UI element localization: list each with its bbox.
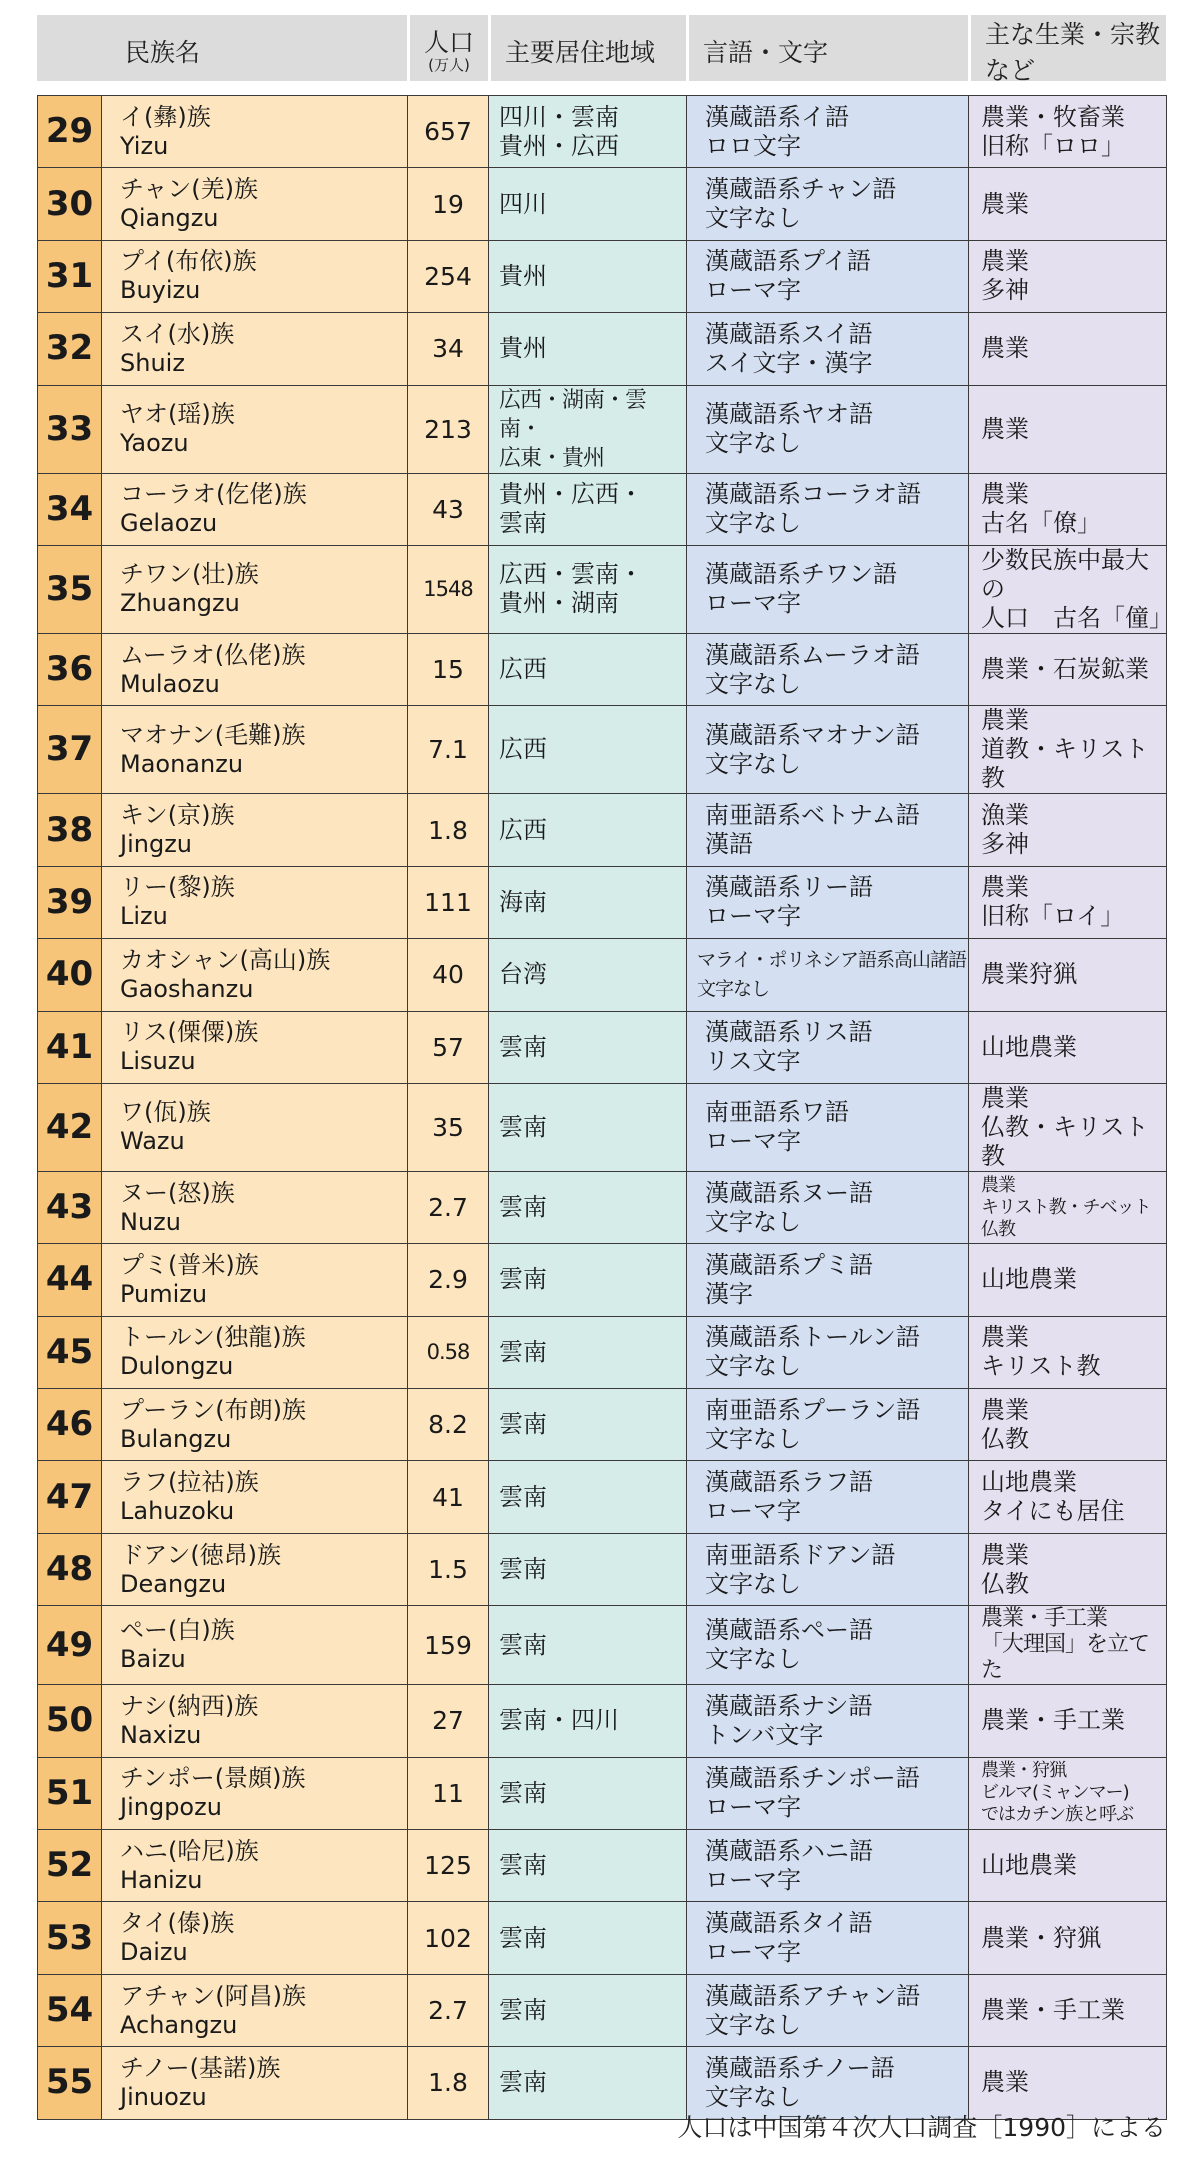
ethnic-name-japanese: アチャン(阿昌)族 bbox=[120, 1981, 307, 2010]
ethnic-name-japanese: リス(傈僳)族 bbox=[120, 1018, 259, 1047]
population-cell: 102 bbox=[408, 1902, 489, 1974]
table-row bbox=[38, 939, 1167, 1011]
row-number: 33 bbox=[38, 385, 102, 473]
ethnic-name-romanized: Lisuzu bbox=[120, 1047, 196, 1076]
table-row bbox=[38, 1316, 1167, 1388]
table-body bbox=[38, 96, 1173, 2120]
header-population bbox=[407, 15, 488, 87]
row-number: 40 bbox=[38, 939, 102, 1011]
language-cell: 漢蔵語系リス語 リス文字 bbox=[687, 1011, 969, 1083]
ethnic-name-romanized: Qiangzu bbox=[120, 204, 219, 233]
ethnic-name-japanese: プイ(布依)族 bbox=[120, 247, 257, 276]
ethnic-name-cell bbox=[102, 706, 408, 794]
table-row bbox=[38, 1685, 1167, 1757]
row-number: 50 bbox=[38, 1685, 102, 1757]
ethnic-name-japanese: ペー(白)族 bbox=[120, 1616, 235, 1645]
ethnic-name-cell bbox=[102, 939, 408, 1011]
ethnic-name-romanized: Maonanzu bbox=[120, 749, 244, 778]
ethnic-name-romanized: Yizu bbox=[120, 131, 169, 160]
region-cell: 雲南 bbox=[489, 1011, 687, 1083]
ethnic-groups-sheet bbox=[37, 15, 1173, 2120]
ethnic-name-cell bbox=[102, 473, 408, 545]
occupation-cell: 山地農業 bbox=[969, 1011, 1167, 1083]
table-row bbox=[38, 1461, 1167, 1533]
ethnic-name-romanized: Gelaozu bbox=[120, 509, 218, 538]
row-number: 31 bbox=[38, 240, 102, 312]
row-number: 45 bbox=[38, 1316, 102, 1388]
population-cell: 11 bbox=[408, 1757, 489, 1829]
table-row bbox=[38, 1757, 1167, 1829]
language-cell: 漢蔵語系トールン語 文字なし bbox=[687, 1316, 969, 1388]
region-cell: 貴州 bbox=[489, 313, 687, 385]
region-cell: 雲南・四川 bbox=[489, 1685, 687, 1757]
language-cell: 漢蔵語系アチャン語 文字なし bbox=[687, 1974, 969, 2046]
ethnic-name-cell bbox=[102, 1830, 408, 1902]
ethnic-name-romanized: Pumizu bbox=[120, 1279, 208, 1308]
population-cell: 41 bbox=[408, 1461, 489, 1533]
region-cell: 広西 bbox=[489, 706, 687, 794]
ethnic-name-cell bbox=[102, 545, 408, 633]
population-cell: 19 bbox=[408, 168, 489, 240]
occupation-cell: 農業 キリスト教・チベット仏教 bbox=[969, 1171, 1167, 1243]
table-row bbox=[38, 385, 1167, 473]
ethnic-name-romanized: Baizu bbox=[120, 1645, 186, 1674]
region-cell: 雲南 bbox=[489, 1461, 687, 1533]
table-row bbox=[38, 706, 1167, 794]
ethnic-name-japanese: ナシ(納西)族 bbox=[120, 1691, 259, 1720]
population-cell: 111 bbox=[408, 866, 489, 938]
ethnic-name-romanized: Nuzu bbox=[120, 1207, 181, 1236]
region-cell: 雲南 bbox=[489, 1244, 687, 1316]
region-cell: 雲南 bbox=[489, 1389, 687, 1461]
table-row bbox=[38, 794, 1167, 866]
ethnic-name-romanized: Naxizu bbox=[120, 1720, 202, 1749]
ethnic-name-romanized: Achangzu bbox=[120, 2010, 238, 2039]
ethnic-name-japanese: ムーラオ(仫佬)族 bbox=[120, 640, 306, 669]
table-row bbox=[38, 473, 1167, 545]
region-cell: 貴州 bbox=[489, 240, 687, 312]
ethnic-name-romanized: Daizu bbox=[120, 1938, 188, 1967]
ethnic-name-japanese: チャン(羌)族 bbox=[120, 175, 259, 204]
population-cell: 213 bbox=[408, 385, 489, 473]
ethnic-name-romanized: Wazu bbox=[120, 1127, 185, 1156]
header-language: 言語・文字 bbox=[686, 15, 968, 87]
ethnic-name-japanese: タイ(傣)族 bbox=[120, 1909, 235, 1938]
table-row bbox=[38, 1902, 1167, 1974]
ethnic-name-cell bbox=[102, 240, 408, 312]
population-cell: 1.5 bbox=[408, 1533, 489, 1605]
table-row bbox=[38, 1011, 1167, 1083]
row-number: 29 bbox=[38, 96, 102, 168]
language-cell: 漢蔵語系スイ語 スイ文字・漢字 bbox=[687, 313, 969, 385]
occupation-cell: 農業・狩猟 ビルマ(ミャンマー) ではカチン族と呼ぶ bbox=[969, 1757, 1167, 1829]
language-cell: 漢蔵語系ヌー語 文字なし bbox=[687, 1171, 969, 1243]
occupation-cell: 農業 多神 bbox=[969, 240, 1167, 312]
language-cell: 漢蔵語系チンポー語 ローマ字 bbox=[687, 1757, 969, 1829]
occupation-cell: 農業 bbox=[969, 385, 1167, 473]
ethnic-name-japanese: ヤオ(瑶)族 bbox=[120, 400, 235, 429]
ethnic-name-cell bbox=[102, 1974, 408, 2046]
region-cell: 広西・雲南・ 貴州・湖南 bbox=[489, 545, 687, 633]
row-number: 42 bbox=[38, 1083, 102, 1171]
row-number: 43 bbox=[38, 1171, 102, 1243]
region-cell: 雲南 bbox=[489, 1902, 687, 1974]
table-row bbox=[38, 633, 1167, 705]
ethnic-name-cell bbox=[102, 1171, 408, 1243]
population-cell: 125 bbox=[408, 1830, 489, 1902]
language-cell: 漢蔵語系ラフ語 ローマ字 bbox=[687, 1461, 969, 1533]
language-cell: 漢蔵語系ハニ語 ローマ字 bbox=[687, 1830, 969, 1902]
row-number: 49 bbox=[38, 1606, 102, 1685]
region-cell: 雲南 bbox=[489, 1171, 687, 1243]
ethnic-name-romanized: Dulongzu bbox=[120, 1352, 234, 1381]
table-row bbox=[38, 866, 1167, 938]
population-cell: 34 bbox=[408, 313, 489, 385]
ethnic-name-romanized: Jingzu bbox=[120, 830, 192, 859]
footnote: 人口は中国第４次人口調査［1990］による bbox=[677, 2113, 1166, 2142]
language-cell: 漢蔵語系コーラオ語 文字なし bbox=[687, 473, 969, 545]
ethnic-name-cell bbox=[102, 1606, 408, 1685]
occupation-cell: 農業・手工業 bbox=[969, 1685, 1167, 1757]
language-cell: 南亜語系プーラン語 文字なし bbox=[687, 1389, 969, 1461]
table-row bbox=[38, 1244, 1167, 1316]
row-number: 39 bbox=[38, 866, 102, 938]
ethnic-name-japanese: チノー(基諾)族 bbox=[120, 2053, 281, 2082]
ethnic-name-japanese: ワ(佤)族 bbox=[120, 1098, 211, 1127]
language-cell: 漢蔵語系ヤオ語 文字なし bbox=[687, 385, 969, 473]
occupation-cell: 農業・手工業 「大理国」を立てた bbox=[969, 1606, 1167, 1685]
region-cell: 広西・湖南・雲南・ 広東・貴州 bbox=[489, 385, 687, 473]
table-row bbox=[38, 96, 1167, 168]
occupation-cell: 農業 仏教・キリスト教 bbox=[969, 1083, 1167, 1171]
ethnic-name-japanese: チンポー(景頗)族 bbox=[120, 1764, 306, 1793]
ethnic-name-japanese: ドアン(徳昂)族 bbox=[120, 1540, 282, 1569]
row-number: 41 bbox=[38, 1011, 102, 1083]
region-cell: 雲南 bbox=[489, 1606, 687, 1685]
ethnic-name-cell bbox=[102, 168, 408, 240]
occupation-cell: 農業 仏教 bbox=[969, 1389, 1167, 1461]
occupation-cell: 少数民族中最大の 人口 古名「僮」 bbox=[969, 545, 1167, 633]
ethnic-name-romanized: Shuiz bbox=[120, 348, 185, 377]
occupation-cell: 農業 bbox=[969, 313, 1167, 385]
row-number: 54 bbox=[38, 1974, 102, 2046]
occupation-cell: 農業 古名「僚」 bbox=[969, 473, 1167, 545]
region-cell: 雲南 bbox=[489, 1830, 687, 1902]
ethnic-name-romanized: Lizu bbox=[120, 902, 168, 931]
ethnic-name-japanese: リー(黎)族 bbox=[120, 873, 235, 902]
header-occupation: 主な生業・宗教など bbox=[968, 15, 1166, 87]
population-cell: 1.8 bbox=[408, 2047, 489, 2119]
table-row bbox=[38, 1083, 1167, 1171]
ethnic-name-japanese: トールン(独龍)族 bbox=[120, 1323, 306, 1352]
ethnic-name-romanized: Lahuzoku bbox=[120, 1497, 235, 1526]
population-cell: 57 bbox=[408, 1011, 489, 1083]
ethnic-name-japanese: カオシャン(高山)族 bbox=[120, 945, 331, 974]
language-cell: 漢蔵語系マオナン語 文字なし bbox=[687, 706, 969, 794]
occupation-cell: 山地農業 bbox=[969, 1830, 1167, 1902]
ethnic-name-japanese: イ(彝)族 bbox=[120, 102, 211, 131]
population-cell: 35 bbox=[408, 1083, 489, 1171]
ethnic-name-cell bbox=[102, 1316, 408, 1388]
occupation-cell: 農業・手工業 bbox=[969, 1974, 1167, 2046]
table-row bbox=[38, 1974, 1167, 2046]
ethnic-name-cell bbox=[102, 313, 408, 385]
population-cell: 7.1 bbox=[408, 706, 489, 794]
population-cell: 1.8 bbox=[408, 794, 489, 866]
row-number: 35 bbox=[38, 545, 102, 633]
region-cell: 四川 bbox=[489, 168, 687, 240]
row-number: 53 bbox=[38, 1902, 102, 1974]
population-cell: 0.58 bbox=[408, 1316, 489, 1388]
region-cell: 雲南 bbox=[489, 1974, 687, 2046]
language-cell: 漢蔵語系チノー語 文字なし bbox=[687, 2047, 969, 2119]
row-number: 37 bbox=[38, 706, 102, 794]
occupation-cell: 農業 bbox=[969, 2047, 1167, 2119]
ethnic-name-cell bbox=[102, 2047, 408, 2119]
header-population-unit: (万人) bbox=[428, 55, 470, 74]
occupation-cell: 農業・狩猟 bbox=[969, 1902, 1167, 1974]
language-cell: 南亜語系ワ語 ローマ字 bbox=[687, 1083, 969, 1171]
row-number: 34 bbox=[38, 473, 102, 545]
population-cell: 2.7 bbox=[408, 1974, 489, 2046]
population-cell: 43 bbox=[408, 473, 489, 545]
language-cell: 漢蔵語系リー語 ローマ字 bbox=[687, 866, 969, 938]
language-cell: 漢蔵語系イ語 ロロ文字 bbox=[687, 96, 969, 168]
region-cell: 海南 bbox=[489, 866, 687, 938]
occupation-cell: 農業 道教・キリスト教 bbox=[969, 706, 1167, 794]
ethnic-name-cell bbox=[102, 96, 408, 168]
language-cell: 漢蔵語系タイ語 ローマ字 bbox=[687, 1902, 969, 1974]
ethnic-name-japanese: ハニ(哈尼)族 bbox=[120, 1836, 259, 1865]
population-cell: 2.9 bbox=[408, 1244, 489, 1316]
occupation-cell: 農業 キリスト教 bbox=[969, 1316, 1167, 1388]
ethnic-name-cell bbox=[102, 1461, 408, 1533]
language-cell: 漢蔵語系プミ語 漢字 bbox=[687, 1244, 969, 1316]
population-cell: 40 bbox=[408, 939, 489, 1011]
row-number: 30 bbox=[38, 168, 102, 240]
ethnic-name-japanese: スイ(水)族 bbox=[120, 319, 235, 348]
region-cell: 四川・雲南 貴州・広西 bbox=[489, 96, 687, 168]
region-cell: 広西 bbox=[489, 633, 687, 705]
occupation-cell: 山地農業 bbox=[969, 1244, 1167, 1316]
table-row bbox=[38, 1389, 1167, 1461]
table-row bbox=[38, 1830, 1167, 1902]
row-number: 48 bbox=[38, 1533, 102, 1605]
region-cell: 雲南 bbox=[489, 1083, 687, 1171]
ethnic-name-japanese: ヌー(怒)族 bbox=[120, 1178, 235, 1207]
language-cell: 漢蔵語系ナシ語 トンバ文字 bbox=[687, 1685, 969, 1757]
region-cell: 雲南 bbox=[489, 1757, 687, 1829]
occupation-cell: 農業・牧畜業 旧称「ロロ」 bbox=[969, 96, 1167, 168]
region-cell: 雲南 bbox=[489, 1533, 687, 1605]
occupation-cell: 漁業 多神 bbox=[969, 794, 1167, 866]
ethnic-name-cell bbox=[102, 1902, 408, 1974]
occupation-cell: 農業 旧称「ロイ」 bbox=[969, 866, 1167, 938]
language-cell: 南亜語系ベトナム語 漢語 bbox=[687, 794, 969, 866]
table-row bbox=[38, 240, 1167, 312]
ethnic-name-cell bbox=[102, 1757, 408, 1829]
ethnic-name-cell bbox=[102, 1244, 408, 1316]
region-cell: 台湾 bbox=[489, 939, 687, 1011]
region-cell: 雲南 bbox=[489, 1316, 687, 1388]
table-row bbox=[38, 1533, 1167, 1605]
row-number: 32 bbox=[38, 313, 102, 385]
population-cell: 657 bbox=[408, 96, 489, 168]
row-number: 44 bbox=[38, 1244, 102, 1316]
ethnic-name-romanized: Yaozu bbox=[120, 429, 189, 458]
language-cell: 漢蔵語系チャン語 文字なし bbox=[687, 168, 969, 240]
row-number: 52 bbox=[38, 1830, 102, 1902]
ethnic-name-cell bbox=[102, 866, 408, 938]
row-number: 38 bbox=[38, 794, 102, 866]
language-cell: 漢蔵語系ムーラオ語 文字なし bbox=[687, 633, 969, 705]
ethnic-name-cell bbox=[102, 1011, 408, 1083]
occupation-cell: 農業・石炭鉱業 bbox=[969, 633, 1167, 705]
ethnic-name-japanese: チワン(壮)族 bbox=[120, 560, 259, 589]
population-cell: 8.2 bbox=[408, 1389, 489, 1461]
table-row bbox=[38, 545, 1167, 633]
ethnic-name-romanized: Deangzu bbox=[120, 1569, 227, 1598]
table-row bbox=[38, 1606, 1167, 1685]
ethnic-name-cell bbox=[102, 385, 408, 473]
population-cell: 2.7 bbox=[408, 1171, 489, 1243]
ethnic-name-japanese: コーラオ(仡佬)族 bbox=[120, 480, 307, 509]
ethnic-name-romanized: Gaoshanzu bbox=[120, 974, 254, 1003]
language-cell: 南亜語系ドアン語 文字なし bbox=[687, 1533, 969, 1605]
language-cell: 漢蔵語系ペー語 文字なし bbox=[687, 1606, 969, 1685]
occupation-cell: 農業狩猟 bbox=[969, 939, 1167, 1011]
ethnic-name-japanese: キン(京)族 bbox=[120, 801, 235, 830]
region-cell: 雲南 bbox=[489, 2047, 687, 2119]
ethnic-name-romanized: Bulangzu bbox=[120, 1424, 232, 1453]
row-number: 55 bbox=[38, 2047, 102, 2119]
ethnic-name-romanized: Hanizu bbox=[120, 1865, 203, 1894]
occupation-cell: 農業 仏教 bbox=[969, 1533, 1167, 1605]
table-row bbox=[38, 1171, 1167, 1243]
ethnic-name-cell bbox=[102, 1533, 408, 1605]
header-name: 民族名 bbox=[125, 38, 201, 67]
ethnic-name-romanized: Mulaozu bbox=[120, 669, 220, 698]
ethnic-name-cell bbox=[102, 1389, 408, 1461]
language-cell: 漢蔵語系プイ語 ローマ字 bbox=[687, 240, 969, 312]
population-cell: 15 bbox=[408, 633, 489, 705]
table-row bbox=[38, 168, 1167, 240]
ethnic-name-japanese: プーラン(布朗)族 bbox=[120, 1395, 307, 1424]
ethnic-name-cell bbox=[102, 1685, 408, 1757]
language-cell: 漢蔵語系チワン語 ローマ字 bbox=[687, 545, 969, 633]
region-cell: 貴州・広西・ 雲南 bbox=[489, 473, 687, 545]
row-number: 46 bbox=[38, 1389, 102, 1461]
occupation-cell: 農業 bbox=[969, 168, 1167, 240]
ethnic-name-cell bbox=[102, 633, 408, 705]
row-number: 47 bbox=[38, 1461, 102, 1533]
population-cell: 254 bbox=[408, 240, 489, 312]
language-cell: マライ・ポリネシア語系高山諸語 文字なし bbox=[687, 939, 969, 1011]
ethnic-name-romanized: Buyizu bbox=[120, 276, 201, 305]
ethnic-name-romanized: Jingpozu bbox=[120, 1793, 222, 1822]
population-cell: 159 bbox=[408, 1606, 489, 1685]
ethnic-name-japanese: ラフ(拉祜)族 bbox=[120, 1468, 259, 1497]
table-header bbox=[37, 15, 1166, 85]
header-population-label: 人口 bbox=[423, 27, 474, 57]
ethnic-name-japanese: プミ(普米)族 bbox=[120, 1250, 259, 1279]
ethnic-name-cell bbox=[102, 1083, 408, 1171]
ethnic-name-cell bbox=[102, 794, 408, 866]
ethnic-groups-table bbox=[37, 95, 1173, 2120]
region-cell: 広西 bbox=[489, 794, 687, 866]
population-cell: 1548 bbox=[408, 545, 489, 633]
occupation-cell: 山地農業 タイにも居住 bbox=[969, 1461, 1167, 1533]
header-region: 主要居住地域 bbox=[488, 15, 686, 87]
row-number: 36 bbox=[38, 633, 102, 705]
ethnic-name-romanized: Jinuozu bbox=[120, 2082, 207, 2111]
ethnic-name-japanese: マオナン(毛難)族 bbox=[120, 720, 306, 749]
table-row bbox=[38, 313, 1167, 385]
population-cell: 27 bbox=[408, 1685, 489, 1757]
row-number: 51 bbox=[38, 1757, 102, 1829]
ethnic-name-romanized: Zhuangzu bbox=[120, 589, 240, 618]
